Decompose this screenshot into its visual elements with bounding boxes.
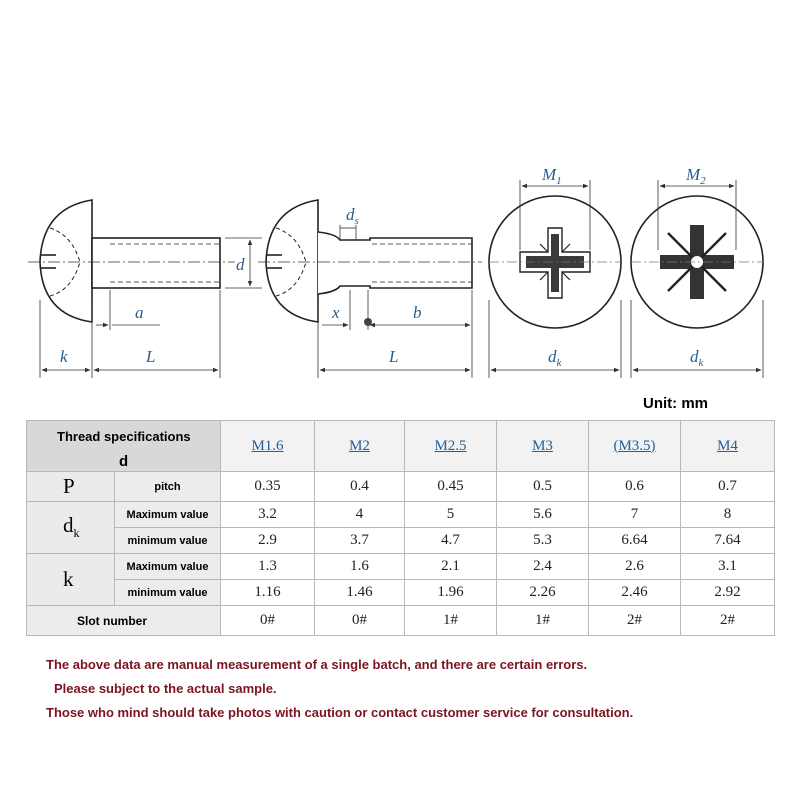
label-k: k xyxy=(60,347,68,366)
reference-dot xyxy=(364,318,372,326)
screw-side-view-1 xyxy=(40,200,220,322)
dk-max-label: Maximum value xyxy=(115,502,221,528)
table-cell: 2.46 xyxy=(589,580,681,606)
table-cell: 2.26 xyxy=(497,580,589,606)
note-customer-service: Those who mind should take photos with caution or contact customer service for consultation. xyxy=(46,705,634,720)
screw-head-top-view-2 xyxy=(631,196,763,328)
table-cell: 4.7 xyxy=(405,528,497,554)
table-cell: 2.9 xyxy=(221,528,315,554)
slot-number-label: Slot number xyxy=(27,606,221,636)
label-M2: $M_2$ xyxy=(686,165,706,187)
note-actual-sample: Please subject to the actual sample. xyxy=(54,681,277,696)
label-x: x xyxy=(332,303,340,322)
table-cell: 0.7 xyxy=(681,472,775,502)
table-cell: 2# xyxy=(681,606,775,636)
table-row-k-max xyxy=(27,554,775,580)
label-M1: $M_1$ xyxy=(542,165,562,187)
table-cell: 1.16 xyxy=(221,580,315,606)
thread-specifications-label: Thread specifications xyxy=(57,429,191,444)
table-cell: 0# xyxy=(315,606,405,636)
table-cell: 0.45 xyxy=(405,472,497,502)
table-corner-header xyxy=(27,421,221,472)
table-cell: 1.46 xyxy=(315,580,405,606)
label-a: a xyxy=(135,303,144,322)
pitch-label: pitch xyxy=(115,472,221,502)
table-cell: 7.64 xyxy=(681,528,775,554)
unit-label: Unit: mm xyxy=(643,395,708,412)
table-cell: 2.92 xyxy=(681,580,775,606)
table-row-pitch xyxy=(27,472,775,502)
table-cell: 4 xyxy=(315,502,405,528)
label-d: d xyxy=(236,255,245,274)
table-cell: 0.35 xyxy=(221,472,315,502)
table-cell: 7 xyxy=(589,502,681,528)
table-cell: 2# xyxy=(589,606,681,636)
k-min-label: minimum value xyxy=(115,580,221,606)
table-cell: 0.4 xyxy=(315,472,405,502)
table-cell: 3.1 xyxy=(681,554,775,580)
screw-technical-drawing xyxy=(0,0,800,395)
label-dk2: $d_k$ xyxy=(690,347,704,369)
label-L1: L xyxy=(146,347,156,366)
table-header-row xyxy=(27,421,775,472)
screw-head-top-view-1 xyxy=(489,196,621,328)
label-b: b xyxy=(413,303,422,322)
label-dk1: $d_k$ xyxy=(548,347,562,369)
table-cell: 1# xyxy=(405,606,497,636)
table-cell: 2.4 xyxy=(497,554,589,580)
table-cell: 1.96 xyxy=(405,580,497,606)
dk-symbol: $d_k$ xyxy=(27,502,115,554)
table-cell: 0# xyxy=(221,606,315,636)
label-ds: $d_s$ xyxy=(346,205,359,227)
note-measurement: The above data are manual measurement of a single batch, and there are certain errors. xyxy=(46,657,588,672)
column-header: M2.5 xyxy=(405,421,497,472)
table-cell: 1.3 xyxy=(221,554,315,580)
table-row-dk-max xyxy=(27,502,775,528)
dk-min-label: minimum value xyxy=(115,528,221,554)
screw-side-view-2 xyxy=(266,200,472,322)
table-cell: 0.5 xyxy=(497,472,589,502)
table-cell: 3.2 xyxy=(221,502,315,528)
table-cell: 0.6 xyxy=(589,472,681,502)
k-max-label: Maximum value xyxy=(115,554,221,580)
column-header: M4 xyxy=(681,421,775,472)
table-cell: 5 xyxy=(405,502,497,528)
table-cell: 5.3 xyxy=(497,528,589,554)
label-L2: L xyxy=(389,347,399,366)
table-cell: 3.7 xyxy=(315,528,405,554)
k-symbol: k xyxy=(27,554,115,606)
table-cell: 2.1 xyxy=(405,554,497,580)
column-header: M1.6 xyxy=(221,421,315,472)
column-header: M3 xyxy=(497,421,589,472)
table-row-dk-min xyxy=(27,528,775,554)
table-cell: 2.6 xyxy=(589,554,681,580)
pitch-symbol: P xyxy=(27,472,115,502)
table-cell: 6.64 xyxy=(589,528,681,554)
column-header: M2 xyxy=(315,421,405,472)
table-cell: 5.6 xyxy=(497,502,589,528)
table-cell: 1.6 xyxy=(315,554,405,580)
table-cell: 8 xyxy=(681,502,775,528)
column-header: (M3.5) xyxy=(589,421,681,472)
table-row-slot xyxy=(27,606,775,636)
table-cell: 1# xyxy=(497,606,589,636)
table-row-k-min xyxy=(27,580,775,606)
thread-d-label: d xyxy=(119,453,129,470)
spec-table xyxy=(26,420,775,636)
